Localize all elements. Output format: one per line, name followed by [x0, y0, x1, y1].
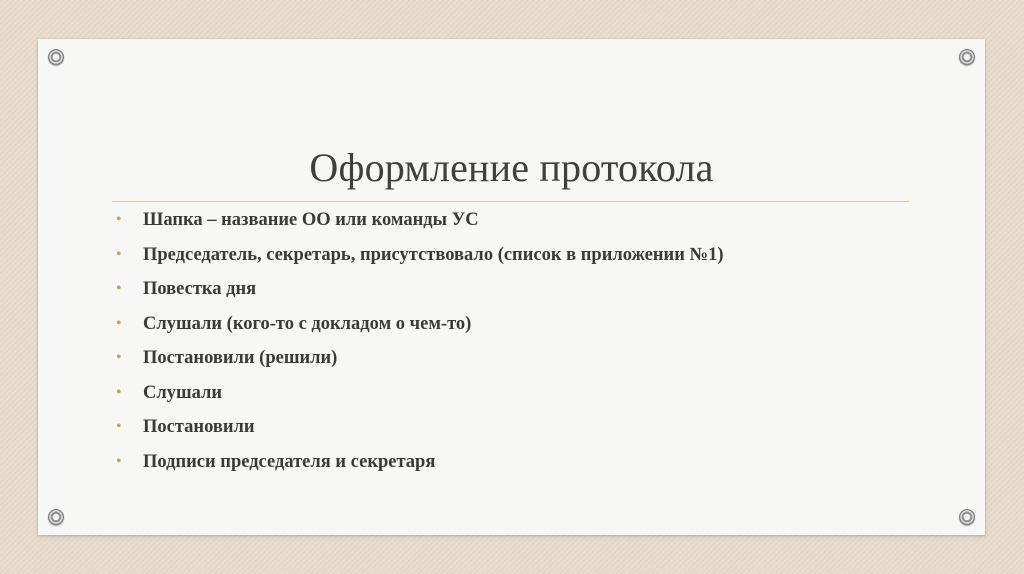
bullet-icon: • [116, 418, 122, 435]
list-item-text: Постановили (решили) [143, 348, 338, 368]
rivet-icon [959, 49, 975, 65]
list-item [116, 238, 724, 273]
bullet-icon: • [116, 280, 122, 297]
rivet-icon [48, 49, 64, 65]
list-item [116, 341, 724, 376]
list-item [116, 445, 724, 480]
list-item [116, 376, 724, 411]
bullet-icon: • [116, 383, 122, 401]
rivet-icon [48, 509, 64, 525]
list-item-text: Повестка дня [143, 279, 257, 299]
bullet-list [116, 201, 724, 479]
list-item [116, 410, 724, 445]
list-item-text: Подписи председателя и секретаря [143, 451, 436, 472]
slide-card [38, 39, 985, 535]
bullet-icon: • [116, 349, 122, 366]
list-item-text: Постановили [143, 417, 255, 437]
list-item [116, 272, 724, 307]
list-item [116, 307, 724, 342]
list-item-text: Шапка – название ОО или команды УС [143, 210, 479, 230]
list-item-text: Слушали [143, 382, 223, 403]
list-item-text: Председатель, секретарь, присутствовало (список в приложении №1) [143, 244, 724, 265]
list-item [116, 203, 724, 238]
bullet-icon: • [116, 314, 122, 332]
slide-title: Оформление протокола [309, 144, 714, 190]
rivet-icon [959, 509, 975, 525]
bullet-icon: • [116, 245, 122, 263]
bullet-icon: • [116, 211, 122, 228]
bullet-icon: • [116, 452, 122, 470]
list-item-text: Слушали (кого-то с докладом о чем-то) [143, 313, 472, 334]
